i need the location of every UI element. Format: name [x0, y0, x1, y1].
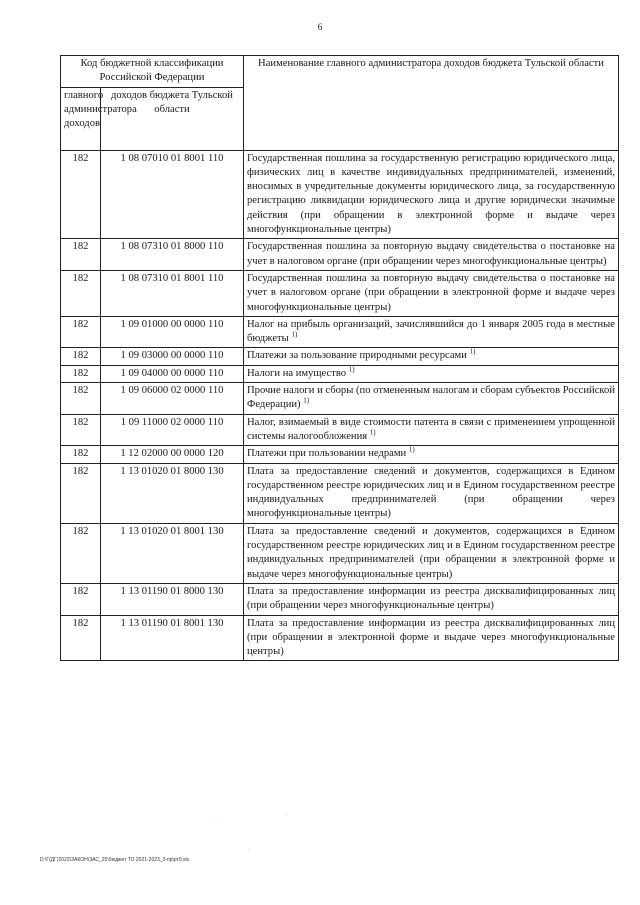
table-row	[61, 615, 619, 661]
table-row	[61, 583, 619, 615]
admin-code-cell: 182	[61, 463, 101, 523]
scan-speck: ·	[215, 818, 217, 824]
scan-speck: ·	[248, 847, 250, 853]
income-code-cell: 1 09 01000 00 0000 110	[101, 316, 244, 348]
income-name-cell	[244, 446, 619, 463]
income-name-text: Плата за предоставление сведений и документов, содержащихся в Едином государственном реестре юридических лиц и в Едином государственном реестре индивидуальных предпринимателей (при обращении через многофункциональные центры)	[247, 465, 615, 520]
income-name-text: Плата за предоставление информации из реестра дисквалифицированных лиц (при обращении через многофункциональные центры)	[247, 585, 615, 612]
table-row	[61, 348, 619, 365]
admin-code-cell: 182	[61, 615, 101, 661]
income-name-cell	[244, 383, 619, 415]
header-income-column: доходов бюджета Тульской области	[101, 87, 244, 150]
table-row	[61, 523, 619, 583]
income-code-cell: 1 13 01020 01 8000 130	[101, 463, 244, 523]
table-row	[61, 316, 619, 348]
income-name-text: Налоги на имущество	[247, 367, 347, 379]
income-code-cell: 1 13 01190 01 8000 130	[101, 583, 244, 615]
admin-code-cell: 182	[61, 316, 101, 348]
admin-code-cell: 182	[61, 446, 101, 463]
file-path-footer: D:\Г(ДГ)2022\ЗАКОН\ЗАС_25\бюджет ТО 2021-2023_3-пр\рт9.xls	[40, 857, 190, 863]
admin-code-cell: 182	[61, 523, 101, 583]
table-row	[61, 270, 619, 316]
income-name-text: Государственная пошлина за государственную регистрацию юридического лица, физических лиц в качестве индивидуальных предпринимателей, изменений, вносимых в учредительные документы юридического лица, за государственную регистрацию ликвидации юридического лица и другие юридически значимые действия (при обращении в электронной форме и выдаче через многофункциональные центры)	[247, 152, 615, 236]
income-name-cell	[244, 316, 619, 348]
admin-code-cell: 182	[61, 365, 101, 382]
income-name-cell	[244, 270, 619, 316]
footnote-marker: 1)	[408, 445, 415, 454]
income-code-cell: 1 09 11000 02 0000 110	[101, 414, 244, 446]
admin-code-cell: 182	[61, 583, 101, 615]
header-admin-column: главного администратора доходов	[61, 87, 101, 150]
income-code-cell: 1 08 07010 01 8001 110	[101, 150, 244, 239]
income-code-cell: 1 09 06000 02 0000 110	[101, 383, 244, 415]
income-name-cell	[244, 365, 619, 382]
income-name-text: Платежи при пользовании недрами	[247, 448, 407, 460]
income-code-cell: 1 08 07310 01 8001 110	[101, 270, 244, 316]
income-name-text: Налог, взимаемый в виде стоимости патента в связи с применением упрощенной системы налогообложения	[247, 416, 615, 442]
table-row	[61, 414, 619, 446]
income-name-cell	[244, 239, 619, 271]
footnote-marker: 1)	[369, 428, 376, 437]
income-code-cell: 1 09 04000 00 0000 110	[101, 365, 244, 382]
footnote-marker: 1)	[291, 330, 298, 339]
income-code-cell: 1 12 02000 00 0000 120	[101, 446, 244, 463]
admin-code-cell: 182	[61, 383, 101, 415]
income-code-cell: 1 13 01020 01 8001 130	[101, 523, 244, 583]
footnote-marker: 1)	[348, 365, 355, 374]
header-group-title: Код бюджетной классификации Российской Федерации	[61, 56, 244, 88]
income-name-text: Плата за предоставление информации из реестра дисквалифицированных лиц (при обращении в электронной форме и выдаче через многофункциональные центры)	[247, 617, 615, 658]
table-row	[61, 463, 619, 523]
table-row	[61, 383, 619, 415]
table-row	[61, 239, 619, 271]
income-name-text: Налог на прибыль организаций, зачислявшийся до 1 января 2005 года в местные бюджеты	[247, 318, 615, 345]
income-name-text: Платежи за пользование природными ресурсами	[247, 350, 467, 362]
income-name-cell	[244, 414, 619, 446]
header-row-top	[61, 56, 619, 88]
income-name-text: Плата за предоставление сведений и документов, содержащихся в Едином государственном реестре юридических лиц и в Едином государственном реестре индивидуальных предпринимателей (при обращении в электронной форме и выдаче через многофункциональные центры)	[247, 525, 615, 580]
admin-code-cell: 182	[61, 348, 101, 365]
income-code-cell: 1 09 03000 00 0000 110	[101, 348, 244, 365]
admin-code-cell: 182	[61, 150, 101, 239]
income-name-cell	[244, 463, 619, 523]
income-name-cell	[244, 348, 619, 365]
budget-classification-table	[60, 55, 619, 661]
header-name-column: Наименование главного администратора доходов бюджета Тульской области	[244, 56, 619, 151]
admin-code-cell: 182	[61, 239, 101, 271]
income-name-cell	[244, 150, 619, 239]
table-row	[61, 446, 619, 463]
table-row	[61, 365, 619, 382]
page-number: 6	[317, 22, 323, 32]
admin-code-cell: 182	[61, 414, 101, 446]
footnote-marker: 1)	[303, 396, 310, 405]
table-row	[61, 150, 619, 239]
income-name-text: Государственная пошлина за повторную выдачу свидетельства о постановке на учет в налоговом органе (при обращении через многофункциональные центры)	[247, 241, 615, 267]
income-name-cell	[244, 615, 619, 661]
footnote-marker: 1)	[469, 347, 476, 356]
income-name-cell	[244, 583, 619, 615]
admin-code-cell: 182	[61, 270, 101, 316]
income-code-cell: 1 13 01190 01 8001 130	[101, 615, 244, 661]
income-name-cell	[244, 523, 619, 583]
table-body	[61, 150, 619, 661]
income-code-cell: 1 08 07310 01 8000 110	[101, 239, 244, 271]
scan-speck: ·	[285, 812, 287, 818]
income-name-text: Прочие налоги и сборы (по отмененным налогам и сборам субъектов Российской Федерации)	[247, 385, 615, 411]
income-name-text: Государственная пошлина за повторную выдачу свидетельства о постановке на учет в налоговом органе (при обращении в электронной форме и выдаче через многофункциональные центры)	[247, 272, 615, 313]
